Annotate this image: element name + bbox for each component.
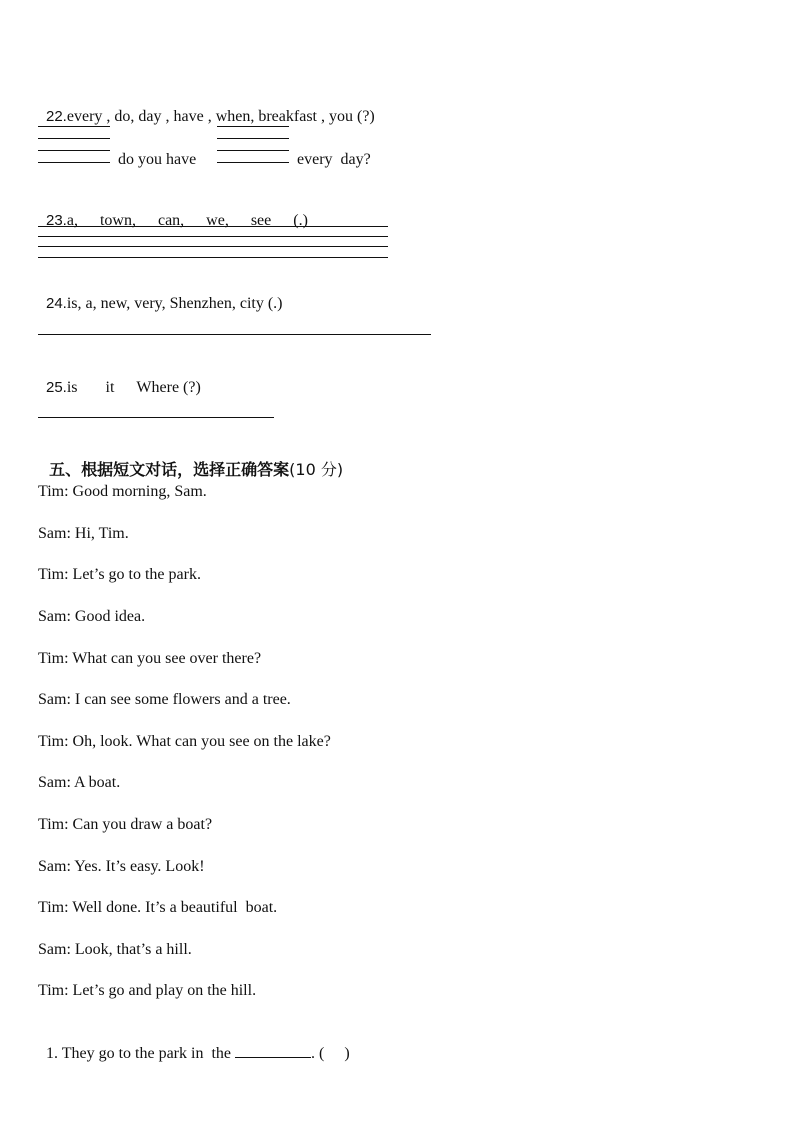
answer-line [38,257,388,258]
word: (.) [293,212,308,229]
answer-line [38,126,110,127]
answer-line [217,162,289,163]
question-22 [38,87,375,127]
question-number: 23. [46,212,67,229]
dialogue-line: Sam: Look, that’s a hill. [38,941,192,958]
answer-line-24[interactable] [38,334,431,335]
section-points: (10 分) [289,460,344,479]
answer-line-25[interactable] [38,417,274,418]
question-number: 24. [46,295,67,312]
dialogue-line: Sam: Yes. It’s easy. Look! [38,858,205,875]
question-words: every , do, day , have , when, breakfast , you (?) [66,108,375,125]
question-24 [38,274,283,314]
question-words: is, a, new, very, Shenzhen, city (.) [66,295,283,312]
answer-line [38,246,388,247]
answer-line [38,150,110,151]
section-title: 五、根据短文对话，选择正确答案 [49,460,290,479]
answer-line [38,236,388,237]
dialogue-line: Tim: Well done. It’s a beautiful boat. [38,899,278,916]
dialogue-line: Tim: Can you draw a boat? [38,816,213,833]
question-number: 22. [46,108,67,125]
word: Where (?) [136,379,201,396]
dialogue-line: Sam: Good idea. [38,608,146,625]
answer-blank[interactable] [235,1043,311,1058]
question-23 [38,191,308,231]
dialogue-line: Tim: What can you see over there? [38,650,262,667]
dialogue-line: Sam: I can see some flowers and a tree. [38,691,291,708]
dialogue-line: Tim: Let’s go and play on the hill. [38,982,257,999]
answer-line [38,138,110,139]
question-1 [38,1023,350,1064]
dialogue-line: Tim: Let’s go to the park. [38,566,201,583]
word: a, [66,212,78,229]
dialogue-line: Tim: Good morning, Sam. [38,483,207,500]
answer-line [38,162,110,163]
answer-blank-group-2[interactable] [217,125,289,165]
answer-line [217,126,289,127]
dialogue-line: Sam: A boat. [38,774,121,791]
dialogue-line: Tim: Oh, look. What can you see on the lake? [38,733,331,750]
answer-bracket[interactable]: . ( ) [311,1045,350,1062]
dialogue-line: Sam: Hi, Tim. [38,525,129,542]
answer-blank-group-1[interactable] [38,125,110,165]
answer-line [217,150,289,151]
section-heading [38,440,343,480]
word: it [105,379,115,396]
word: we, [206,212,229,229]
question-22-middle-text: do you have [118,151,197,168]
word: is [66,379,78,396]
word: town, [99,212,136,229]
word: see [250,212,272,229]
question-22-end-text: every day? [297,151,371,168]
question-1-text: 1. They go to the park in the [46,1045,231,1062]
question-25 [38,358,201,398]
answer-line [38,226,388,227]
answer-line [217,138,289,139]
word: can, [157,212,185,229]
question-number: 25. [46,379,67,396]
